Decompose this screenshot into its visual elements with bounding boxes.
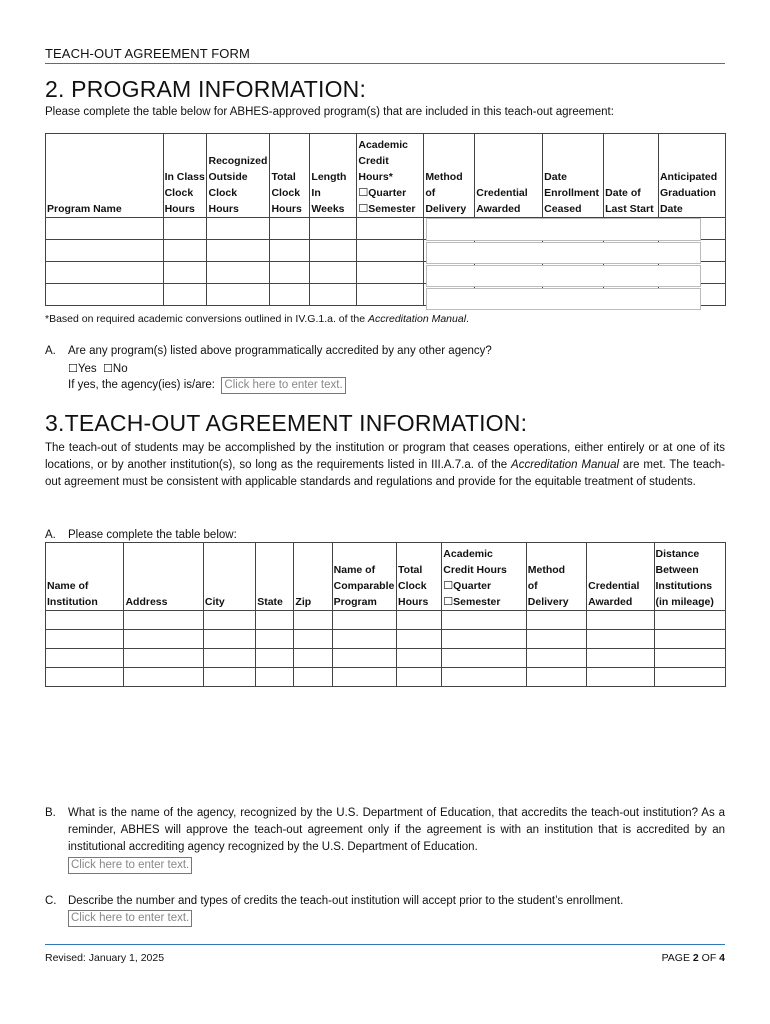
col-comparable-program: Name of Comparable Program xyxy=(332,543,396,611)
table-row xyxy=(46,630,726,649)
quarter-checkbox-icon[interactable]: ☐ xyxy=(358,186,369,199)
question-2a: A. Are any program(s) listed above programmatically accredited by any other agency? xyxy=(45,345,492,357)
col-credential-awarded: Credential Awarded xyxy=(587,543,654,611)
col-graduation-date: Anticipated Graduation Date xyxy=(658,134,725,218)
question-3c: C. Describe the number and types of credits the teach-out institution will accept prior to the student’s enrollment. xyxy=(45,895,624,907)
col-enrollment-ceased: Date Enrollment Ceased xyxy=(543,134,604,218)
col-last-start: Date of Last Start xyxy=(604,134,659,218)
teach-out-institution-table xyxy=(45,542,726,687)
institution-table-header-row xyxy=(46,543,726,611)
col-state: State xyxy=(256,543,294,611)
agency-input[interactable]: Click here to enter text. xyxy=(221,377,345,394)
col-program-name: Program Name xyxy=(46,134,164,218)
page-number: PAGE 2 OF 4 xyxy=(661,952,725,964)
question-3a: A. Please complete the table below: xyxy=(45,529,237,541)
col-total-hours: Total Clock Hours xyxy=(270,134,310,218)
footer-divider xyxy=(45,944,725,945)
row-1-entry-field[interactable] xyxy=(426,218,701,241)
revised-date: Revised: January 1, 2025 xyxy=(45,952,165,964)
col-length-weeks: Length In Weeks xyxy=(310,134,357,218)
col-academic-credit: Academic Credit Hours* ☐Quarter ☐Semester xyxy=(357,134,424,218)
table-row xyxy=(46,611,726,630)
yes-checkbox-icon[interactable]: ☐ xyxy=(68,362,78,375)
col-credit-hours: Academic Credit Hours ☐Quarter ☐Semester xyxy=(442,543,526,611)
col-institution-name: Name of Institution xyxy=(46,543,124,611)
program-table-header-row xyxy=(46,134,726,218)
table-footnote: *Based on required academic conversions outlined in IV.G.1.a. of the Accreditation Manual. xyxy=(45,313,469,325)
form-header-title: TEACH-OUT AGREEMENT FORM xyxy=(45,46,725,64)
agency-row: If yes, the agency(ies) is/are: Click here to enter text. xyxy=(68,377,668,394)
question-3b-field-row xyxy=(68,857,668,874)
section-3-heading: 3.TEACH-OUT AGREEMENT INFORMATION: xyxy=(45,410,528,436)
col-distance: Distance Between Institutions (in mileage) xyxy=(654,543,726,611)
row-4-entry-field[interactable] xyxy=(426,288,701,310)
col-outside-hours: Recognized Outside Clock Hours xyxy=(207,134,270,218)
no-checkbox-icon[interactable]: ☐ xyxy=(103,362,113,375)
section-2-heading: 2. PROGRAM INFORMATION: xyxy=(45,76,367,102)
credits-description-input[interactable]: Click here to enter text. xyxy=(68,910,192,927)
semester-checkbox-icon[interactable]: ☐ xyxy=(358,202,369,215)
col-zip: Zip xyxy=(294,543,332,611)
col-total-clock-hours: Total Clock Hours xyxy=(397,543,442,611)
question-3c-field-row xyxy=(68,910,668,927)
col-method-delivery: Method of Delivery xyxy=(424,134,475,218)
col-city: City xyxy=(203,543,255,611)
semester-checkbox-icon[interactable]: ☐ xyxy=(443,595,454,608)
section-2-intro: Please complete the table below for ABHES-approved program(s) that are included in this teach-out agreement: xyxy=(45,106,614,118)
section-3-intro: The teach-out of students may be accomplished by the institution or program that ceases operations, either entirely or at one of its locations, or by another institution(s), so long as the requirements listed in III.A.7.a. of the Accreditation Manual are met. The teach-out agreement must be consistent with applicable standards and regulations and provide for the equitable treatment of students. xyxy=(45,442,725,488)
yes-no-options: ☐Yes ☐No xyxy=(68,362,128,375)
agency-name-input[interactable]: Click here to enter text. xyxy=(68,857,192,874)
quarter-checkbox-icon[interactable]: ☐ xyxy=(443,579,454,592)
question-3b: B. What is the name of the agency, recognized by the U.S. Department of Education, that accredits the teach-out institution? As a reminder, ABHES will approve the teach-out agreement only if the agreement is with an institution that is accredited by an institutional accrediting agency recognized by the U.S. Department of Education. xyxy=(45,807,725,853)
row-3-entry-field[interactable] xyxy=(426,265,701,287)
col-in-class-hours: In Class Clock Hours xyxy=(163,134,207,218)
table-row xyxy=(46,649,726,668)
col-delivery-method: Method of Delivery xyxy=(526,543,586,611)
col-credential: Credential Awarded xyxy=(475,134,543,218)
col-address: Address xyxy=(124,543,203,611)
row-2-entry-field[interactable] xyxy=(426,242,701,264)
table-row xyxy=(46,668,726,687)
